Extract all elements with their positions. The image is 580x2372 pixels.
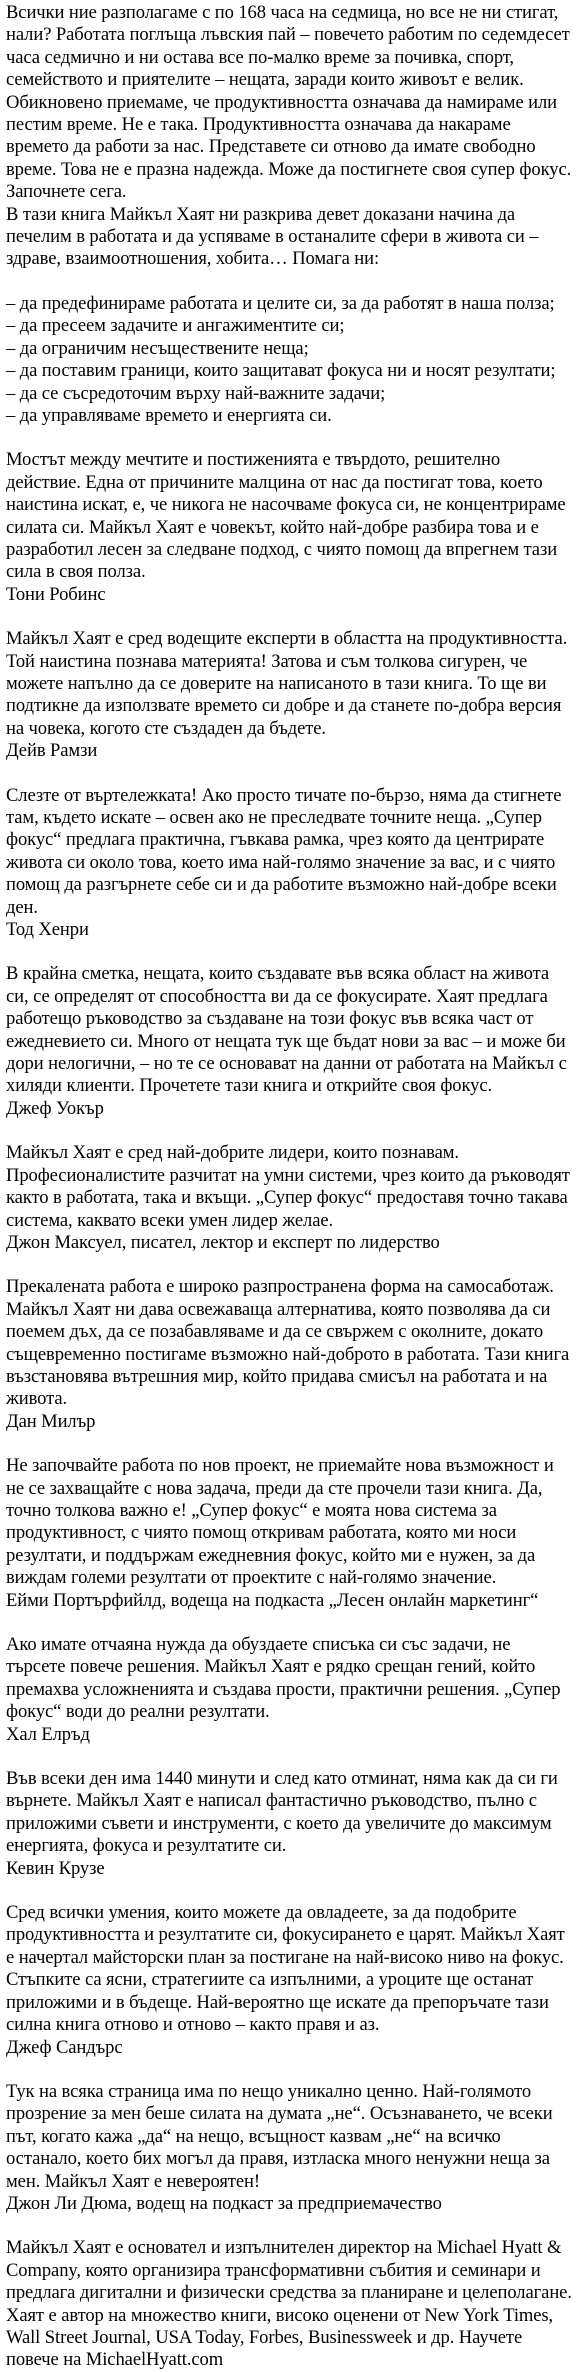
review-text: Майкъл Хаят е сред водещите експерти в областта на продуктивността. Той наистина познава материята! Затова и съм толкова сигурен, че можете напълно да се доверите на написаното в тази книга. То ще ви подтикне да използвате времето си добре и да станете по-добра версия на човека, когото сте създаден да бъдете. — [6, 628, 568, 739]
review-author: Дейв Рамзи — [6, 740, 98, 762]
intro-section — [6, 2, 574, 271]
review-block — [6, 1902, 574, 2059]
review-block — [6, 628, 574, 762]
list-item: – да управляваме времето и енергията си. — [6, 404, 332, 426]
review-text: Майкъл Хаят е сред най-добрите лидери, които познавам. Професионалистите разчитат на умни системи, чрез които да ръководят както в работата, така и вкъщи. „Супер фокус“ предоставя точно такава система, каквато всеки умен лидер желае. — [6, 1142, 570, 1231]
review-block — [6, 1455, 574, 1612]
spacer — [6, 271, 574, 293]
review-block — [6, 449, 574, 606]
intro-paragraph: Обикновено приемаме, че продуктивността означава да намираме или пестим време. Не е така. Продуктивността означава да накараме времето да работи за нас. Представете си отново да имате свободно време. Това не е празна надежда. Може да постигнете своя супер фокус. Започнете сега. — [6, 91, 572, 203]
review-author: Джон Максуел, писател, лектор и експерт по лидерство — [6, 1231, 440, 1253]
spacer — [6, 427, 574, 449]
review-text: В крайна сметка, нещата, които създавате във всяка област на живота си, се определят от способността ви да се фокусирате. Хаят предлага работещо ръководство за създаване на този фокус във всяка част от ежедневието си. Много от нещата тук ще бъдат нови за вас – и може би дори нелогични, – но те се основават на данни от работата на Майкъл с хиляди клиенти. Прочетете тази книга и открийте своя фокус. — [6, 963, 567, 1097]
review-block — [6, 1142, 574, 1254]
intro-paragraph: Всички ние разполагаме с по 168 часа на седмица, но все не ни стигат, нали? Работата поглъща лъвския пай – повечето работим по седемдесет часа седмично и ни остава все по-малко време за почивка, спорт, семейството и приятелите – нещата, заради които живоът е велик. — [6, 2, 570, 91]
about-author-block — [6, 2237, 574, 2371]
review-block — [6, 785, 574, 942]
review-block — [6, 1634, 574, 1746]
review-block — [6, 1276, 574, 1433]
review-block — [6, 963, 574, 1120]
review-author: Хал Елръд — [6, 1723, 90, 1745]
review-text: Мостът между мечтите и постиженията е твърдото, решително действие. Една от причините малцина от нас да постигат това, което наистина искат, е, че никога не насочваме фокуса си, не концентрираме силата си. Майкъл Хаят е човекът, който най-добре разбира това и е разработил лесен за следване подход, с чиято помощ да впрегнем тази сила в своя полза. — [6, 449, 566, 583]
list-item: – да предефинираме работата и целите си, за да работят в наша полза; — [6, 292, 555, 314]
review-author: Джон Ли Дюма, водещ на подкаст за предприемачество — [6, 2192, 442, 2214]
list-item: – да ограничим несъществените неща; — [6, 337, 309, 359]
review-author: Тод Хенри — [6, 919, 89, 941]
list-item: – да се съсредоточим върху най-важните задачи; — [6, 382, 386, 404]
benefits-list — [6, 293, 574, 427]
review-author: Джеф Уокър — [6, 1097, 104, 1119]
review-author: Джеф Сандърс — [6, 2036, 123, 2058]
review-text: Прекалената работа е широко разпространена форма на самосаботаж. Майкъл Хаят ни дава освежаваща алтернатива, която позволява да си поемем дъх, да се позабавляваме и да се свържем с околните, докато същевременно постигаме възможно най-доброто в работата. Тази книга възстановява вътрешния мир, който придава смисъл на работата и на живота. — [6, 1276, 570, 1410]
review-author: Тони Робинс — [6, 583, 106, 605]
list-item: – да пресеем задачите и ангажиментите си; — [6, 315, 345, 337]
review-block — [6, 2081, 574, 2215]
review-text: Тук на всяка страница има по нещо уникално ценно. Най-голямото прозрение за мен беше силата на думата „не“. Осъзнаването, че всеки път, когато кажа „да“ на нещо, всъщност казвам „не“ на всичко останало, което бих могъл да правя, изтласка много ненужни неща за мен. Майкъл Хаят е невероятен! — [6, 2080, 553, 2192]
intro-paragraph: В тази книга Майкъл Хаят ни разкрива девет доказани начина да печелим в работата и да успяваме в останалите сфери в живота си – здраве, взаимоотношения, хобита… Помага ни: — [6, 203, 539, 270]
review-author: Ейми Портърфийлд, водеща на подкаста „Лесен онлайн маркетинг“ — [6, 1589, 539, 1611]
review-author: Кевин Крузе — [6, 1857, 105, 1879]
review-text: Слезте от въртележката! Ако просто тичате по-бързо, няма да стигнете там, където искате – освен ако не преследвате точните неща. „Супер фокус“ предлага практична, гъвкава рамка, чрез която да центрирате живота си около това, което има най-голямо значение за вас, и с чиято помощ да разгърнете себе си и да работите възможно най-добре всеки ден. — [6, 784, 562, 918]
review-block — [6, 1768, 574, 1880]
about-author-text: Майкъл Хаят е основател и изпълнителен директор на Michael Hyatt & Company, която организира трансформативни събития и семинари и предлага дигитални и физически средства за планиране и целеполагане. Хаят е автор на множество книги, високо оценени от New York Times, Wall Street Journal, USA Today, Forbes, Businessweek и др. Научете повече на MichaelHyatt.com — [6, 2237, 572, 2371]
review-text: Във всеки ден има 1440 минути и след като отминат, няма как да си ги върнете. Майкъл Хаят е написал фантастично ръководство, пълно с приложими съвети и инструменти, с което да увеличите до максимум енергията, фокуса и резултатите си. — [6, 1768, 558, 1857]
review-text: Ако имате отчаяна нужда да обуздаете списъка си със задачи, не търсете повече решения. Майкъл Хаят е рядко срещан гений, който премахва усложненията и създава прости, практични решения. „Супер фокус“ води до реални резултати. — [6, 1634, 561, 1723]
list-item: – да поставим граници, които защитават фокуса ни и носят резултати; — [6, 360, 556, 382]
review-text: Не започвайте работа по нов проект, не приемайте нова възможност и не се захващайте с нова задача, преди да сте прочели тази книга. Да, точно толкова важно е! „Супер фокус“ е моята нова система за продуктивност, с чиято помощ откривам работата, която ми носи резултати, и поддържам ежедневния фокус, който ми е нужен, за да виждам големи резултати от проектите с най-голямо значение. — [6, 1455, 554, 1589]
review-text: Сред всички умения, които можете да овладеете, за да подобрите продуктивността и резултатите си, фокусирането е царят. Майкъл Хаят е начертал майсторски план за постигане на най-високо ниво на фокус. Стъпките са ясни, стратегиите са изпълними, а уроците ще останат приложими и в бъдеще. Най-вероятно ще искате да препоръчате тази силна книга отново и отново – както правя и аз. — [6, 1902, 565, 2036]
review-author: Дан Милър — [6, 1410, 96, 1432]
